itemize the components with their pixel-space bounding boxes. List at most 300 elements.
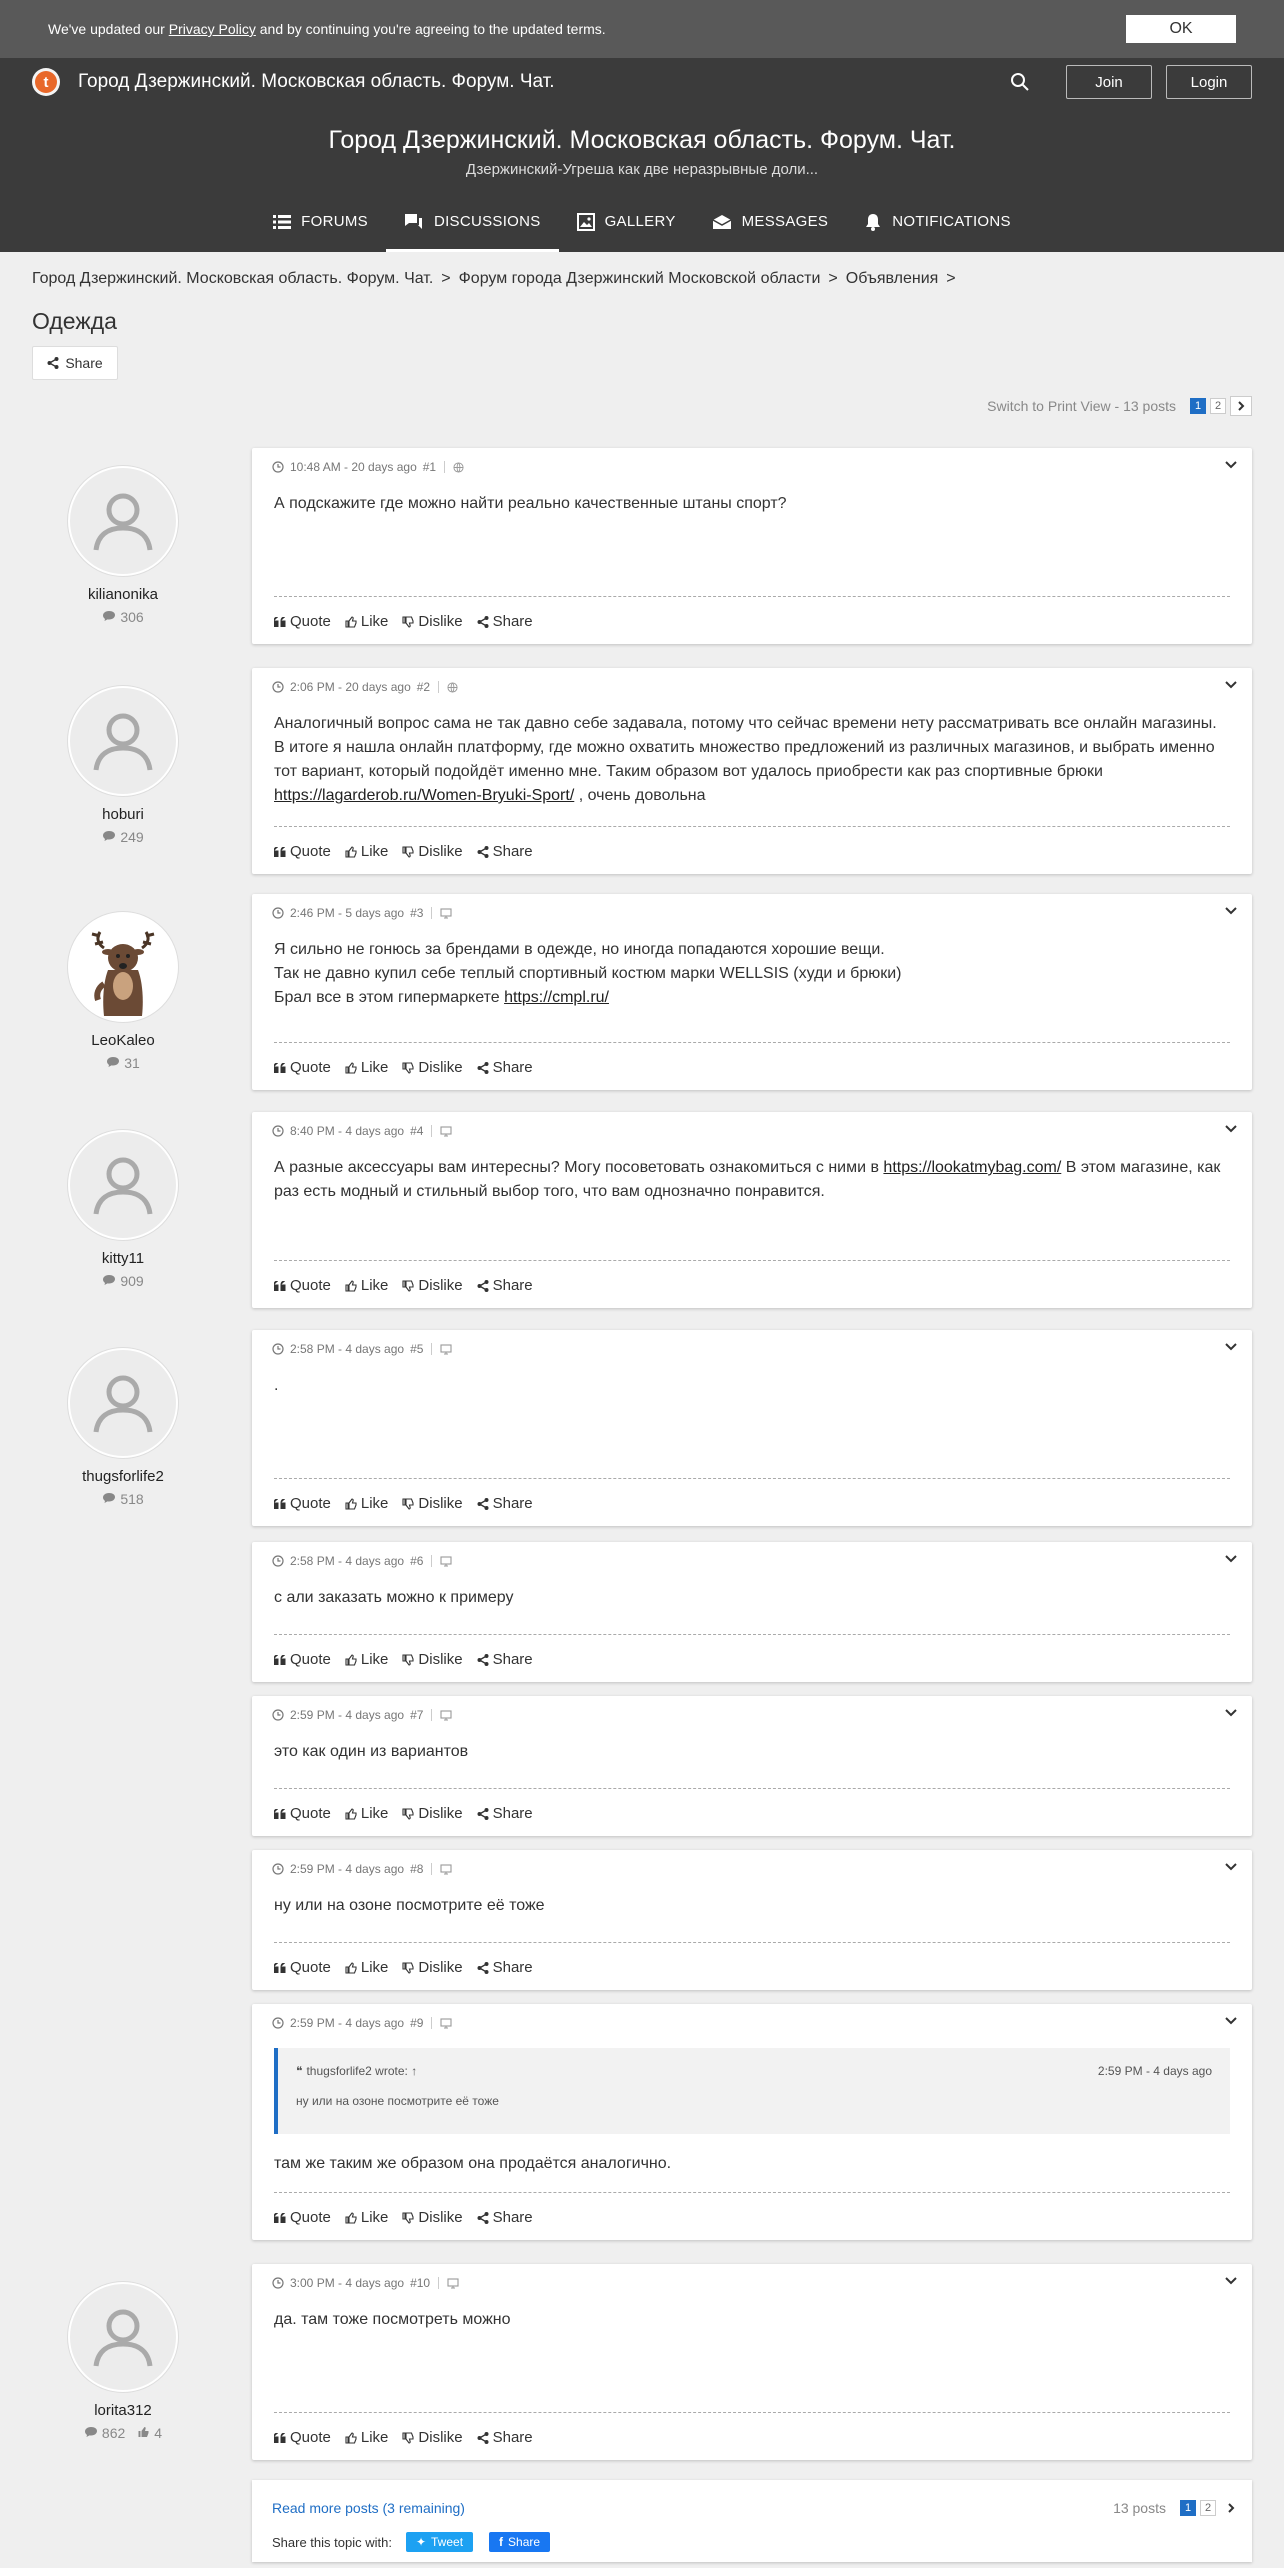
post-meta: [272, 1554, 452, 1568]
post-number[interactable]: #5: [410, 1342, 424, 1356]
like-button[interactable]: [345, 1959, 389, 1976]
discussions-icon: [404, 213, 424, 231]
privacy-policy-link[interactable]: Privacy Policy: [168, 21, 256, 37]
quote-button[interactable]: [274, 613, 331, 630]
clock-icon: [272, 1555, 284, 1567]
post: [252, 1696, 1252, 1836]
like-button-label: Like: [360, 1805, 389, 1822]
chevron-down-icon[interactable]: [1224, 2016, 1238, 2026]
share-button[interactable]: [477, 843, 533, 860]
post-meta: [272, 906, 452, 920]
default-avatar-icon: [88, 706, 158, 776]
quote-button[interactable]: [274, 1277, 331, 1294]
post: [252, 1850, 1252, 1990]
quote-button-label: Quote: [290, 2209, 331, 2226]
quote-text: ну или на озоне посмотрите её тоже: [296, 2094, 499, 2108]
chevron-down-icon[interactable]: [1224, 1342, 1238, 1352]
page-1-button[interactable]: 1: [1190, 398, 1206, 414]
desktop-icon: [440, 1126, 452, 1137]
like-button[interactable]: [345, 2209, 389, 2226]
page-1-button[interactable]: 1: [1180, 2500, 1196, 2516]
share-button[interactable]: [477, 1495, 533, 1512]
share-button[interactable]: [477, 1959, 533, 1976]
thumbs-down-icon: [402, 846, 414, 858]
facebook-share-button[interactable]: f Share: [489, 2532, 550, 2552]
nav-notifications[interactable]: [846, 194, 1029, 252]
share-icon: [477, 1962, 489, 1974]
thumbs-up-icon: [345, 2432, 357, 2444]
desktop-icon: [440, 1864, 452, 1875]
post-actions: [274, 1959, 533, 1976]
share-button-label: Share: [492, 1059, 533, 1076]
dislike-button-label: Dislike: [418, 843, 463, 860]
post-time[interactable]: 2:06 PM - 20 days ago: [290, 680, 411, 694]
share-button[interactable]: [477, 1059, 533, 1076]
author-stats: [66, 2425, 180, 2441]
post-number[interactable]: #1: [422, 460, 437, 474]
post-author: [66, 2282, 180, 2441]
dislike-button[interactable]: [402, 2429, 462, 2446]
post-count-icon: [102, 829, 116, 845]
quote-button[interactable]: [274, 2429, 331, 2446]
author-name[interactable]: hoburi: [102, 806, 144, 823]
thumbs-down-icon: [402, 616, 414, 628]
chevron-down-icon[interactable]: [1224, 680, 1238, 690]
post-time[interactable]: 10:48 AM - 20 days ago: [290, 460, 417, 474]
join-button[interactable]: Join: [1066, 65, 1152, 99]
share-topic-label: Share this topic with:: [272, 2534, 392, 2550]
thumbs-down-icon: [402, 2432, 414, 2444]
post-text: Так не давно купил себе теплый спортивный костюм марки WELLSIS (худи и брюки): [274, 965, 902, 982]
post-actions: [274, 1805, 533, 1822]
share-button[interactable]: [477, 2429, 533, 2446]
post-author: [66, 686, 180, 845]
divider: [274, 2412, 1230, 2413]
dislike-button[interactable]: [402, 1651, 462, 1668]
post-number[interactable]: #8: [410, 1862, 424, 1876]
logo-letter: t: [35, 71, 57, 93]
chevron-down-icon[interactable]: [1224, 460, 1238, 470]
post-time[interactable]: 2:59 PM - 4 days ago: [290, 1862, 405, 1876]
author-post-count: 31: [124, 1055, 140, 1071]
print-view-link[interactable]: Switch to Print View - 13 posts: [987, 398, 1176, 414]
login-button[interactable]: Login: [1166, 65, 1252, 99]
author-name[interactable]: thugsforlife2: [82, 1468, 164, 1485]
quote-button[interactable]: [274, 843, 331, 860]
read-more-link[interactable]: Read more posts (3 remaining): [272, 2500, 465, 2516]
pager-top: [0, 390, 1284, 422]
dislike-button-label: Dislike: [418, 1495, 463, 1512]
post-body: [274, 2308, 1230, 2332]
post-meta: [272, 2276, 459, 2290]
post-meta: [272, 2016, 452, 2030]
like-button[interactable]: [345, 1805, 389, 1822]
thumbs-up-icon: [345, 1498, 357, 1510]
share-button[interactable]: [477, 1805, 533, 1822]
nav-label: MESSAGES: [741, 213, 829, 230]
like-button-label: Like: [360, 2209, 389, 2226]
envelope-icon: [712, 214, 732, 230]
avatar[interactable]: [68, 2282, 178, 2392]
author-name[interactable]: lorita312: [94, 2402, 152, 2419]
like-button[interactable]: [345, 843, 389, 860]
share-button-label: Share: [492, 1495, 533, 1512]
comment-icon: [102, 610, 116, 622]
hero-banner: [0, 106, 1284, 252]
post: [252, 2264, 1252, 2460]
author-post-count: 862: [101, 2425, 126, 2441]
like-button[interactable]: [345, 1651, 389, 1668]
nav-gallery[interactable]: [559, 194, 694, 252]
like-button-label: Like: [360, 1059, 389, 1076]
post-number[interactable]: #7: [410, 1708, 424, 1722]
share-icon: [477, 2432, 489, 2444]
post: [252, 1330, 1252, 1526]
dislike-button[interactable]: [402, 1495, 462, 1512]
nav-label: FORUMS: [301, 213, 368, 230]
desktop-icon: [440, 1710, 452, 1721]
next-page-button[interactable]: [1230, 396, 1252, 416]
nav-label: NOTIFICATIONS: [892, 213, 1011, 230]
share-icon: [47, 357, 59, 369]
post-count-icon: [106, 1055, 120, 1071]
dislike-button-label: Dislike: [418, 2429, 463, 2446]
avatar[interactable]: [68, 686, 178, 796]
avatar[interactable]: [68, 912, 178, 1022]
main-nav: [0, 194, 1284, 252]
desktop-icon: [440, 2018, 452, 2029]
quote-button[interactable]: [274, 1651, 331, 1668]
divider: [274, 596, 1230, 597]
post-time[interactable]: 3:00 PM - 4 days ago: [290, 2276, 405, 2290]
quote-button-label: Quote: [290, 843, 331, 860]
bell-icon: [864, 213, 882, 231]
thumbs-up-icon: [345, 1280, 357, 1292]
divider: [274, 2192, 1230, 2193]
divider: [274, 1942, 1230, 1943]
thumbs-down-icon: [402, 1654, 414, 1666]
dislike-button[interactable]: [402, 613, 462, 630]
share-icon: [477, 846, 489, 858]
like-button-label: Like: [360, 613, 389, 630]
site-title[interactable]: Город Дзержинский. Московская область. Форум. Чат.: [78, 71, 555, 92]
next-page-button[interactable]: [1220, 2498, 1242, 2518]
divider: [274, 1788, 1230, 1789]
default-avatar-icon: [88, 2302, 158, 2372]
post-actions: [274, 613, 533, 630]
author-name[interactable]: kilianonika: [87, 586, 159, 603]
chevron-right-icon: [1237, 401, 1245, 411]
image-icon: [577, 213, 595, 231]
post-count-icon: [102, 1491, 116, 1507]
breadcrumb-item[interactable]: Объявления: [845, 270, 939, 287]
avatar[interactable]: [68, 1348, 178, 1458]
quote-icon: [274, 2213, 286, 2223]
quote-icon: [274, 1809, 286, 1819]
post-body: [274, 492, 1230, 516]
quote-time: 2:59 PM - 4 days ago: [1097, 2064, 1212, 2078]
share-button-label: Share: [492, 2209, 533, 2226]
post-text: с али заказать можно к примеру: [274, 1589, 514, 1606]
tweet-button[interactable]: ✦ Tweet: [406, 2532, 473, 2552]
facebook-icon: f: [499, 2535, 504, 2549]
hero-title: Город Дзержинский. Московская область. Форум. Чат.: [328, 126, 956, 154]
quote-button[interactable]: [274, 1059, 331, 1076]
author-stats: [66, 1273, 180, 1289]
quote-button[interactable]: [274, 1959, 331, 1976]
post-text: , очень довольна: [574, 787, 706, 804]
comment-icon: [102, 830, 116, 842]
post-meta: [272, 1862, 452, 1876]
post-actions: [274, 1059, 533, 1076]
share-button[interactable]: [477, 2209, 533, 2226]
post-time[interactable]: 2:59 PM - 4 days ago: [290, 2016, 405, 2030]
post-actions: [274, 1651, 533, 1668]
post-text: А разные аксессуары вам интересны? Могу посоветовать ознакомиться с ними в: [274, 1159, 884, 1176]
page-title: Одежда: [32, 308, 117, 334]
breadcrumb-item[interactable]: Город Дзержинский. Московская область. Форум. Чат.: [32, 270, 434, 287]
dislike-button-label: Dislike: [418, 613, 463, 630]
post-number[interactable]: #9: [410, 2016, 424, 2030]
post-meta: [272, 460, 464, 474]
like-button[interactable]: [345, 1495, 389, 1512]
cookie-text: We've updated our Privacy Policy and by continuing you're agreeing to the updated terms.: [48, 21, 606, 37]
author-post-count: 518: [120, 1491, 144, 1507]
cookie-ok-button[interactable]: OK: [1126, 15, 1236, 43]
hero-subtitle: Дзержинский-Угреша как две неразрывные доли...: [465, 161, 819, 178]
deer-avatar-icon: [70, 914, 176, 1020]
dislike-button[interactable]: [402, 1805, 462, 1822]
globe-icon: [453, 462, 464, 473]
post-link[interactable]: https://lagarderob.ru/Women-Bryuki-Sport/: [274, 787, 575, 804]
post: [252, 894, 1252, 1090]
post-body: [274, 1156, 1230, 1204]
post-text: это как один из вариантов: [274, 1743, 469, 1760]
like-button[interactable]: [345, 2429, 389, 2446]
post-actions: [274, 1277, 533, 1294]
list-icon: [273, 215, 291, 229]
dislike-button[interactable]: [402, 2209, 462, 2226]
clock-icon: [272, 1863, 284, 1875]
post-count-icon: [102, 1273, 116, 1289]
quote-button[interactable]: [274, 1805, 331, 1822]
page-2-button[interactable]: 2: [1200, 2500, 1216, 2516]
quote-button-label: Quote: [290, 613, 331, 630]
desktop-icon: [440, 908, 452, 919]
chevron-down-icon[interactable]: [1224, 1862, 1238, 1872]
quoted-post: [274, 2048, 1230, 2134]
thumbs-up-icon: [137, 2426, 150, 2438]
post-author: [66, 466, 180, 625]
dislike-button[interactable]: [402, 1059, 462, 1076]
clock-icon: [272, 907, 284, 919]
post-time[interactable]: 8:40 PM - 4 days ago: [290, 1124, 405, 1138]
post-text: Брал все в этом гипермаркете: [274, 989, 505, 1006]
divider: [274, 1042, 1230, 1043]
post-author: [66, 1130, 180, 1289]
post-text: .: [274, 1377, 279, 1394]
thumbs-down-icon: [402, 1062, 414, 1074]
post-time[interactable]: 2:59 PM - 4 days ago: [290, 1708, 405, 1722]
desktop-icon: [440, 1556, 452, 1567]
thumbs-down-icon: [402, 1498, 414, 1510]
chevron-down-icon[interactable]: [1224, 2276, 1238, 2286]
like-button-label: Like: [360, 1959, 389, 1976]
post-actions: [274, 2209, 533, 2226]
quote-author[interactable]: ❝ thugsforlife2 wrote: ↑: [296, 2064, 418, 2078]
post-body: [274, 1374, 1230, 1398]
post-actions: [274, 843, 533, 860]
quote-icon: [274, 847, 286, 857]
chevron-down-icon[interactable]: [1224, 1708, 1238, 1718]
breadcrumb-item[interactable]: Форум города Дзержинский Московской области: [458, 270, 821, 287]
clock-icon: [272, 1125, 284, 1137]
post-text: да. там тоже посмотреть можно: [274, 2311, 511, 2328]
post-body: [274, 1894, 1230, 1918]
thumbs-up-icon: [345, 2212, 357, 2224]
author-name[interactable]: LeoKaleo: [91, 1032, 155, 1049]
chevron-down-icon[interactable]: [1224, 1554, 1238, 1564]
quote-button-label: Quote: [290, 1959, 331, 1976]
quote-icon: [274, 1963, 286, 1973]
share-icon: [477, 616, 489, 628]
nav-discussions[interactable]: [386, 194, 559, 252]
dislike-button-label: Dislike: [418, 2209, 463, 2226]
share-button-label: Share: [492, 843, 533, 860]
author-name[interactable]: kitty11: [101, 1250, 145, 1267]
post-count: 13 posts: [1113, 2500, 1166, 2516]
post-number[interactable]: #10: [410, 2276, 431, 2290]
dislike-button-label: Dislike: [418, 1651, 463, 1668]
divider: [274, 1260, 1230, 1261]
dislike-button[interactable]: [402, 843, 462, 860]
page-2-button[interactable]: 2: [1210, 398, 1226, 414]
arrow-up-icon[interactable]: ↑: [411, 2064, 418, 2078]
avatar[interactable]: [68, 466, 178, 576]
divider: [274, 826, 1230, 827]
post-number[interactable]: #6: [410, 1554, 424, 1568]
thumbs-up-icon: [345, 1962, 357, 1974]
post: [252, 448, 1252, 644]
quote-icon: [274, 1499, 286, 1509]
clock-icon: [272, 681, 284, 693]
share-button[interactable]: [477, 1277, 533, 1294]
author-stats: [66, 829, 180, 845]
share-button[interactable]: [477, 613, 533, 630]
author-post-count: 249: [120, 829, 144, 845]
post-link[interactable]: https://lookatmybag.com/: [883, 1159, 1062, 1176]
quote-button[interactable]: [274, 2209, 331, 2226]
comment-icon: [102, 1492, 116, 1504]
thumbs-down-icon: [402, 1962, 414, 1974]
post-time[interactable]: 2:58 PM - 4 days ago: [290, 1342, 405, 1356]
post-count-icon: [84, 2425, 98, 2441]
comment-icon: [84, 2426, 98, 2438]
dislike-button[interactable]: [402, 1959, 462, 1976]
share-button[interactable]: [477, 1651, 533, 1668]
avatar[interactable]: [68, 1130, 178, 1240]
post-number[interactable]: #4: [410, 1124, 424, 1138]
chevron-down-icon[interactable]: [1224, 1124, 1238, 1134]
post-meta: [272, 1342, 452, 1356]
share-label: Share: [65, 355, 103, 371]
like-button[interactable]: [345, 1277, 389, 1294]
share-icon: [477, 2212, 489, 2224]
clock-icon: [272, 2017, 284, 2029]
post-time[interactable]: 2:46 PM - 5 days ago: [290, 906, 405, 920]
search-icon[interactable]: [1000, 62, 1040, 102]
share-icon: [477, 1654, 489, 1666]
comment-icon: [106, 1056, 120, 1068]
post-text: В этом магазине, как раз есть модный и стильный выбор того, что вам однозначно понравится.: [274, 1159, 1221, 1200]
post-meta: [272, 680, 458, 694]
dislike-button-label: Dislike: [418, 1805, 463, 1822]
share-icon: [477, 1280, 489, 1292]
quote-icon: [274, 1063, 286, 1073]
dislike-button[interactable]: [402, 1277, 462, 1294]
nav-label: GALLERY: [604, 213, 676, 230]
pager-bottom: [1113, 2498, 1242, 2518]
comment-icon: [102, 1274, 116, 1286]
post-number[interactable]: #2: [416, 680, 431, 694]
post-meta: [272, 1708, 452, 1722]
nav-messages[interactable]: [694, 194, 847, 252]
share-button-label: Share: [492, 1277, 533, 1294]
share-button-label: Share: [492, 2429, 533, 2446]
post: [252, 1112, 1252, 1308]
like-button-label: Like: [360, 843, 389, 860]
share-button-label: Share: [492, 1651, 533, 1668]
quote-button-label: Quote: [290, 1805, 331, 1822]
like-button-label: Like: [360, 1495, 389, 1512]
thread-footer: [252, 2480, 1252, 2562]
post-link[interactable]: https://cmpl.ru/: [504, 989, 609, 1006]
quote-button[interactable]: [274, 1495, 331, 1512]
post-time[interactable]: 2:58 PM - 4 days ago: [290, 1554, 405, 1568]
share-button-label: Share: [492, 613, 533, 630]
cookie-banner: [0, 0, 1284, 58]
post-number[interactable]: #3: [410, 906, 424, 920]
dislike-button-label: Dislike: [418, 1277, 463, 1294]
clock-icon: [272, 1709, 284, 1721]
like-button[interactable]: [345, 613, 389, 630]
share-topic-button[interactable]: [32, 346, 118, 380]
quote-button-label: Quote: [290, 1277, 331, 1294]
desktop-icon: [440, 1344, 452, 1355]
chevron-down-icon[interactable]: [1224, 906, 1238, 916]
quote-button-label: Quote: [290, 2429, 331, 2446]
author-post-count: 306: [120, 609, 144, 625]
author-post-count: 909: [120, 1273, 144, 1289]
nav-forums[interactable]: [255, 194, 386, 252]
thumbs-up-icon: [345, 1654, 357, 1666]
author-stats: [66, 609, 180, 625]
share-button-label: Share: [492, 1805, 533, 1822]
desktop-icon: [447, 2278, 459, 2289]
twitter-icon: ✦: [415, 2535, 427, 2549]
quote-icon: [274, 1655, 286, 1665]
post: [252, 668, 1252, 874]
default-avatar-icon: [88, 486, 158, 556]
nav-label: DISCUSSIONS: [433, 213, 541, 230]
post-body: [274, 938, 1230, 1010]
author-stats: [66, 1055, 180, 1071]
like-button[interactable]: [345, 1059, 389, 1076]
breadcrumb: Город Дзержинский. Московская область. Форум. Чат. > Форум города Дзержинский Московской области > Объявления >: [32, 270, 956, 287]
post-actions: [274, 2429, 533, 2446]
site-logo[interactable]: [32, 68, 60, 96]
post: [252, 2004, 1252, 2240]
